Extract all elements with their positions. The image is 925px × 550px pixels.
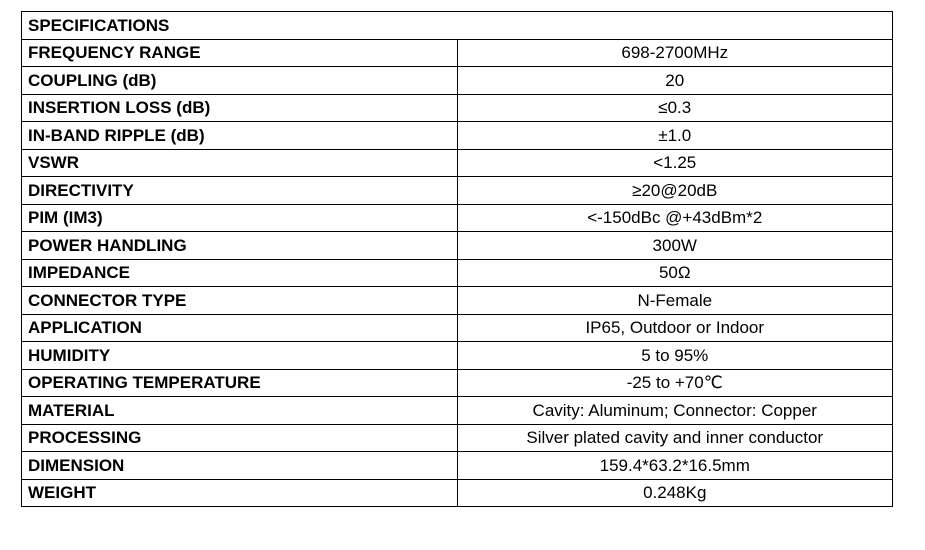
spec-value: Silver plated cavity and inner conductor (457, 424, 893, 452)
table-row (22, 479, 893, 507)
table-row (22, 204, 893, 232)
table-row (22, 122, 893, 150)
table-row (22, 397, 893, 425)
table-row (22, 287, 893, 315)
spec-value: -25 to +70℃ (457, 369, 893, 397)
specifications-table-body (22, 12, 893, 507)
spec-value: N-Female (457, 287, 893, 315)
spec-label: MATERIAL (22, 397, 458, 425)
table-row (22, 314, 893, 342)
spec-value: ±1.0 (457, 122, 893, 150)
spec-label: POWER HANDLING (22, 232, 458, 260)
spec-label: IMPEDANCE (22, 259, 458, 287)
table-row (22, 232, 893, 260)
table-row (22, 39, 893, 67)
spec-value: 20 (457, 67, 893, 95)
spec-value: <-150dBc @+43dBm*2 (457, 204, 893, 232)
table-row (22, 342, 893, 370)
spec-value: <1.25 (457, 149, 893, 177)
specifications-table (21, 11, 893, 507)
table-row (22, 259, 893, 287)
spec-value: ≤0.3 (457, 94, 893, 122)
spec-label: COUPLING (dB) (22, 67, 458, 95)
spec-label: APPLICATION (22, 314, 458, 342)
spec-value: 300W (457, 232, 893, 260)
spec-value: Cavity: Aluminum; Connector: Copper (457, 397, 893, 425)
spec-label: IN-BAND RIPPLE (dB) (22, 122, 458, 150)
table-row (22, 177, 893, 205)
table-row (22, 149, 893, 177)
table-header: SPECIFICATIONS (22, 12, 893, 40)
spec-value: 0.248Kg (457, 479, 893, 507)
spec-value: IP65, Outdoor or Indoor (457, 314, 893, 342)
spec-label: CONNECTOR TYPE (22, 287, 458, 315)
spec-value: 50Ω (457, 259, 893, 287)
spec-label: PROCESSING (22, 424, 458, 452)
spec-value: 159.4*63.2*16.5mm (457, 452, 893, 480)
table-row (22, 369, 893, 397)
table-row (22, 424, 893, 452)
spec-label: PIM (IM3) (22, 204, 458, 232)
spec-label: FREQUENCY RANGE (22, 39, 458, 67)
spec-label: HUMIDITY (22, 342, 458, 370)
spec-value: 5 to 95% (457, 342, 893, 370)
spec-label: OPERATING TEMPERATURE (22, 369, 458, 397)
table-row (22, 94, 893, 122)
spec-value: 698-2700MHz (457, 39, 893, 67)
spec-value: ≥20@20dB (457, 177, 893, 205)
spec-label: DIRECTIVITY (22, 177, 458, 205)
spec-label: DIMENSION (22, 452, 458, 480)
table-header-row (22, 12, 893, 40)
table-row (22, 452, 893, 480)
spec-label: VSWR (22, 149, 458, 177)
table-row (22, 67, 893, 95)
spec-label: WEIGHT (22, 479, 458, 507)
spec-label: INSERTION LOSS (dB) (22, 94, 458, 122)
